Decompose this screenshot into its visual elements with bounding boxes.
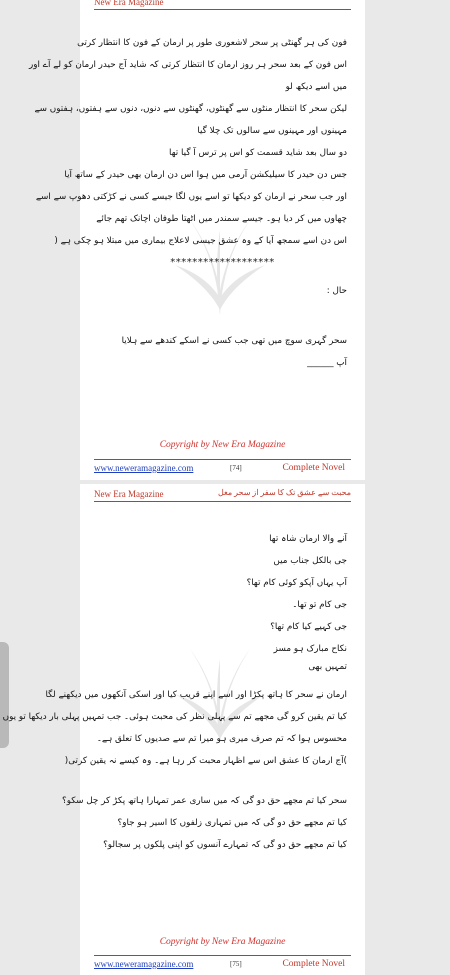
page-header (94, 0, 351, 10)
text-line: جس دن حیدر کا سیلیکشن آرمی میں ہوا اس دن ارمان بھی حیدر کے ساتھ آیا (64, 170, 347, 180)
header-novel-title: محبت سے عشق تک کا سفر از سحر مغل (217, 488, 351, 497)
story-text (2, 532, 347, 852)
footer-novel-label: Complete Novel (282, 959, 345, 969)
text-line: دو سال بعد شاید قسمت کو اس پر ترس آ گیا تھا (169, 148, 347, 158)
text-line: جی بالکل جناب میں (273, 556, 347, 566)
text-line: لیکن سحر کا انتظار منٹوں سے گھنٹوں، گھنٹوں سے دنوں، دنوں سے ہفتوں، ہفتوں سے (34, 104, 347, 114)
copyright-notice: Copyright by New Era Magazine (159, 937, 286, 947)
text-line: محسوس ہوا کہ تم صرف میری ہو میرا تم سے صدیوں کا تعلق ہے۔ (96, 734, 347, 744)
text-line: اس فون کے بعد سحر ہر روز ارمان کا انتظار کرتی کہ شاید آج حیدر ارمان کو لے آے اور (29, 60, 347, 70)
text-line: تمہیں بھی (308, 662, 347, 672)
text-line: آنے والا ارمان شاہ تھا (269, 534, 347, 544)
text-line: کیا تم مجھے حق دو گی کہ تمہارے آنسوں کو اپنی پلکوں پر سجالو؟ (103, 840, 347, 850)
text-line: کیا تم مجھے حق دو گی کہ میں تمہاری زلفوں کا اسیر ہو جاو؟ (117, 818, 347, 828)
text-line: کیا تم یقین کرو گی مجھے تم سے پہلی نظر کی محبت ہوئی۔ جب تمہیں پہلی بار دیکھا تو یوں (2, 712, 347, 722)
page-footer (94, 459, 351, 475)
text-line: چھاوں میں کر دیا ہو۔ جیسے سمندر میں اٹھتا طوفان اچانک تھم جائے (96, 214, 347, 224)
text-line: آپ ______ (307, 358, 347, 368)
stars-separator: ******************* (170, 257, 275, 268)
text-line: سحر گہری سوچ میں تھی جب کسی نے اسکے کندھے سے ہلایا (121, 336, 347, 346)
page-header (94, 484, 351, 502)
text-line: جی کہیے کیا کام تھا؟ (270, 622, 347, 632)
page-footer (94, 955, 351, 971)
text-line: آپ یہاں آپکو کوئی کام تھا؟ (246, 578, 347, 588)
document-page-74 (29, 0, 365, 480)
scroll-handle[interactable] (0, 642, 9, 748)
page-number: [75] (230, 960, 242, 968)
copyright-notice: Copyright by New Era Magazine (159, 440, 286, 450)
website-link[interactable]: www.neweramagazine.com (94, 959, 194, 969)
text-line: فون کی ہر گھنٹی پر سحر لاشعوری طور پر ارمان کے فون کا انتظار کرتی (77, 38, 347, 48)
text-line: میں اسے دیکھ لو (285, 82, 347, 92)
document-page-75 (2, 484, 365, 975)
text-line: )آج ارمان کا عشق اس سے اظہار محبت کر رہا ہے۔ وہ کیسے نہ یقین کرتی( (64, 756, 347, 766)
story-text (29, 36, 347, 370)
text-line: مہینوں اور مہینوں سے سالوں تک چلا گیا (197, 126, 347, 136)
hal-heading: حال : (326, 286, 347, 296)
page-number: [74] (230, 464, 242, 472)
text-line: جی کام تو تھا۔ (292, 600, 347, 610)
text-line: سحر کیا تم مجھے حق دو گی کہ میں ساری عمر تمہارا ہاتھ پکڑ کر چل سکو؟ (62, 796, 347, 806)
text-line: اور جب سحر نے ارمان کو دیکھا تو اسے یوں لگا جیسے کسی نے کڑکتی دھوپ سے اسے (35, 192, 347, 202)
footer-novel-label: Complete Novel (282, 463, 345, 473)
website-link[interactable]: www.neweramagazine.com (94, 463, 194, 473)
text-line: ارمان نے سحر کا ہاتھ پکڑا اور اسے اپنے قریب کیا اور اسکی آنکھوں میں دیکھنے لگا (45, 690, 347, 700)
header-magazine-title: New Era Magazine (94, 489, 164, 499)
header-magazine-title: New Era Magazine (94, 0, 164, 7)
text-line: اس دن اسے سمجھ آیا کے وہ عشق جیسی لاعلاج بیماری میں مبتلا ہو چکی ہے ( (54, 236, 347, 246)
text-line: نکاح مبارک ہو مسز (273, 644, 347, 654)
